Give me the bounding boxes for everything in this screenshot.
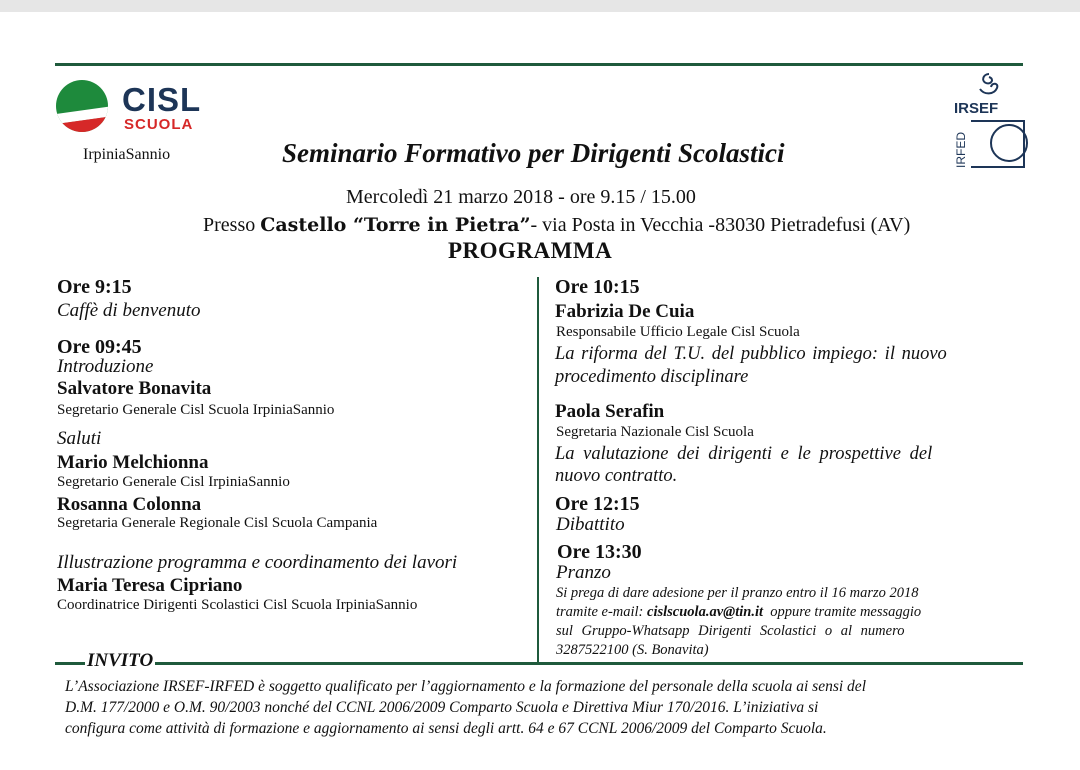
lunch-note-suffix: oppure tramite messaggio: [763, 604, 922, 620]
speaker-role: Segretario Generale Cisl Scuola IrpiniaSannio: [57, 402, 335, 418]
venue-prefix: Presso: [203, 214, 261, 236]
page-title: Seminario Formativo per Dirigenti Scolastici: [282, 138, 785, 168]
speaker-role: Segretario Generale Cisl IrpiniaSannio: [57, 474, 290, 490]
time-slot-4-desc: Dibattito: [556, 514, 625, 535]
cisl-logo-subtext: SCUOLA: [124, 116, 194, 133]
speaker-name: Fabrizia De Cuia: [555, 301, 695, 322]
time-slot-5-desc: Pranzo: [556, 562, 611, 583]
contact-email: cislscuola.av@tin.it: [647, 604, 764, 620]
venue-line: [203, 214, 910, 237]
time-slot-5: Ore 13:30: [557, 541, 642, 563]
speaker-name: Mario Melchionna: [57, 452, 209, 473]
time-slot-1: Ore 9:15: [57, 276, 132, 298]
speaker-role: Segretaria Generale Regionale Cisl Scuola Campania: [57, 515, 378, 531]
column-divider: [537, 277, 539, 663]
lunch-note-line: [556, 604, 921, 621]
time-slot-3: Ore 10:15: [555, 276, 640, 298]
lunch-note-line: sul Gruppo-Whatsapp Dirigenti Scolastici o al numero: [556, 623, 905, 639]
time-slot-4: Ore 12:15: [555, 493, 640, 515]
talk-title-line: La riforma del T.U. del pubblico impiego: il nuovo: [555, 344, 947, 364]
cisl-logo-icon: [56, 80, 108, 132]
irsef-emblem-icon: [990, 124, 1028, 162]
lunch-note-prefix: tramite e-mail:: [556, 604, 648, 620]
speaker-name: Maria Teresa Cipriano: [57, 575, 243, 596]
footer-text-line: L’Associazione IRSEF-IRFED è soggetto qualificato per l’aggiornamento e la formazione del personale della scuola ai sensi del: [65, 678, 866, 695]
invito-label: INVITO: [87, 650, 154, 671]
cisl-logo: [56, 80, 216, 134]
irsef-logo: [953, 68, 1028, 168]
irsef-logo-text: IRSEF: [954, 100, 999, 117]
talk-title-line: La valutazione dei dirigenti e le prospettive del: [555, 444, 933, 464]
talk-title-line: procedimento disciplinare: [555, 367, 749, 387]
lunch-note-line: 3287522100 (S. Bonavita): [556, 642, 709, 658]
footer-text-line: configura come attività di formazione e aggiornamento ai sensi degli artt. 64 e 67 CCNL 2006/2009 del Comparto Scuola.: [65, 720, 827, 737]
speaker-name: Rosanna Colonna: [57, 494, 202, 515]
venue-address: - via Posta in Vecchia -83030 Pietradefusi (AV): [530, 214, 911, 236]
irsef-logo-icon: [976, 71, 1002, 97]
section-heading: PROGRAMMA: [448, 238, 613, 263]
date-line: Mercoledì 21 marzo 2018 - ore 9.15 / 15.00: [346, 186, 696, 208]
saluti-label: Saluti: [57, 428, 102, 449]
top-strip: [0, 0, 1080, 12]
region-label: IrpiniaSannio: [83, 146, 171, 163]
time-slot-2: Ore 09:45: [57, 336, 142, 358]
coordination-label: Illustrazione programma e coordinamento dei lavori: [57, 552, 458, 573]
speaker-role: Segretaria Nazionale Cisl Scuola: [556, 424, 754, 440]
speaker-role: Responsabile Ufficio Legale Cisl Scuola: [556, 324, 800, 340]
invito-rule: [55, 662, 1023, 665]
irfed-logo-text: IRFED: [954, 132, 968, 168]
speaker-name: Paola Serafin: [555, 401, 665, 422]
intro-label: Introduzione: [57, 356, 154, 377]
speaker-name: Salvatore Bonavita: [57, 378, 212, 399]
speaker-role: Coordinatrice Dirigenti Scolastici Cisl Scuola IrpiniaSannio: [57, 597, 418, 613]
top-rule: [55, 63, 1023, 66]
lunch-note-line: Si prega di dare adesione per il pranzo entro il 16 marzo 2018: [556, 585, 919, 601]
venue-name: Castello “Torre in Pietra”: [260, 214, 531, 236]
time-slot-1-desc: Caffè di benvenuto: [57, 300, 201, 321]
cisl-logo-text: CISL: [122, 81, 202, 118]
talk-title-line: nuovo contratto.: [555, 466, 678, 486]
footer-text-line: D.M. 177/2000 e O.M. 90/2003 nonché del CCNL 2006/2009 Comparto Scuola e Direttiva Miur 170/2016. L’iniziativa si: [65, 699, 819, 716]
